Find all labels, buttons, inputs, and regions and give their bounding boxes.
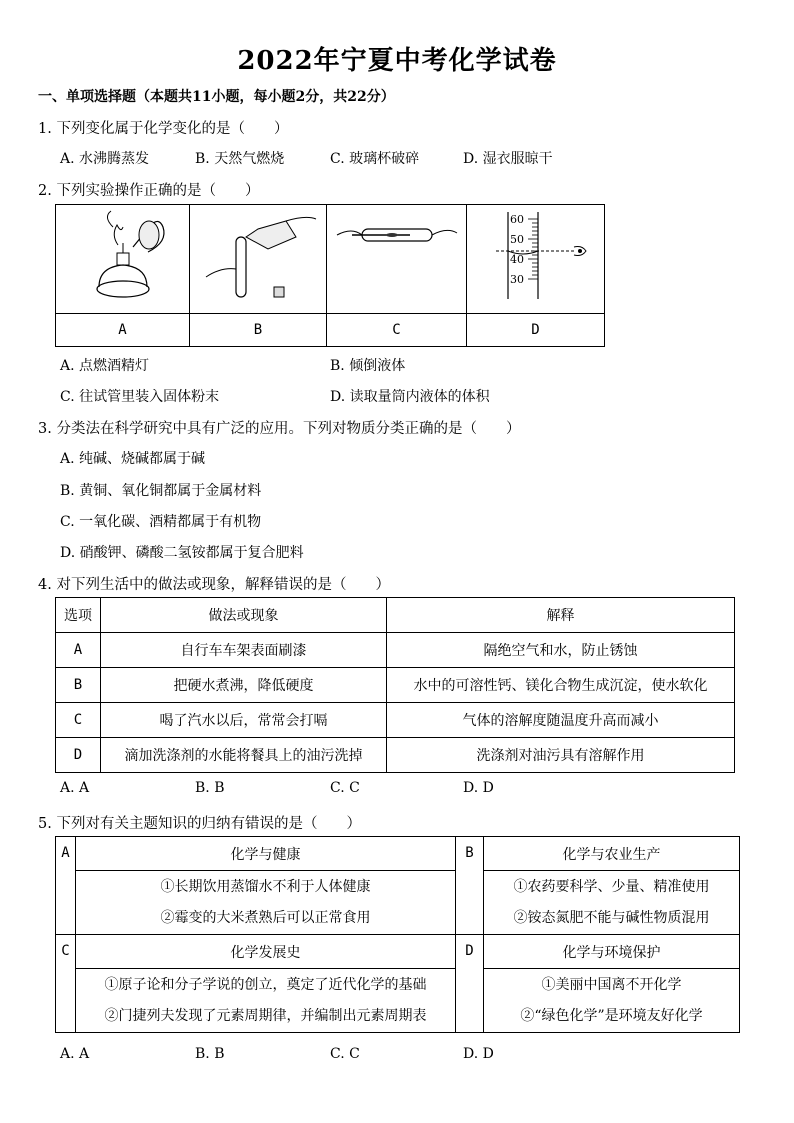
question-4-stem: 4. 对下列生活中的做法或现象，解释错误的是（ ） [38,577,390,593]
cylinder-tick-60: 60 [509,213,524,226]
page-title: 2022年宁夏中考化学试卷 [237,46,557,76]
q4-row-d-label: D [56,738,101,773]
q4-option-c: C. C [330,780,360,796]
q2-label-b: B [190,314,327,347]
q5-option-b: B. B [195,1046,225,1062]
q5-option-d: D. D [463,1046,494,1062]
q4-row-c-label: C [56,703,101,738]
q4-row-b-practice: 把硬水煮沸，降低硬度 [101,668,387,703]
q5-block-b-label: B [456,837,484,935]
q5-block-a-topic: 化学与健康 [76,837,456,871]
q5-block-c-item-2: ②门捷列夫发现了元素周期律，并编制出元素周期表 [104,1007,427,1024]
q2-label-d: D [467,314,605,347]
q5-block-b-item-1: ①农药要科学、少量、精准使用 [513,878,710,895]
question-2-stem: 2. 下列实验操作正确的是（ ） [38,183,260,199]
q5-block-b-item-2: ②铵态氮肥不能与碱性物质混用 [513,909,710,926]
table-row [56,633,735,668]
q4-table [55,597,735,773]
q5-block-c-item-1: ①原子论和分子学说的创立，奠定了近代化学的基础 [104,976,427,993]
pouring-liquid-icon [196,207,321,307]
q4-row-b-label: B [56,668,101,703]
q4-row-b-explanation: 水中的可溶性钙、镁化合物生成沉淀，使水软化 [387,668,735,703]
q2-image-table [55,204,605,347]
table-row [56,703,735,738]
q4-row-a-practice: 自行车车架表面刷漆 [101,633,387,668]
question-5-stem: 5. 下列对有关主题知识的归纳有错误的是（ ） [38,816,361,832]
q1-option-b: B. 天然气燃烧 [195,151,285,167]
q5-block-d-label: D [456,935,484,1033]
q4-row-d-explanation: 洗涤剂对油污具有溶解作用 [387,738,735,773]
section-heading: 一、单项选择题（本题共11小题，每小题2分，共22分） [38,89,395,105]
q5-block-b-items [484,871,740,935]
q4-option-b: B. B [195,780,225,796]
q5-option-c: C. C [330,1046,360,1062]
q5-block-a-item-2: ②霉变的大米煮熟后可以正常食用 [160,909,371,926]
q4-header-option: 选项 [56,598,101,633]
alcohol-lamp-icon [63,207,183,307]
q5-table [55,836,740,1033]
q2-option-c: C. 往试管里装入固体粉末 [60,389,220,405]
q2-figure-c [327,205,467,314]
q2-label-a: A [56,314,190,347]
q2-option-a: A. 点燃酒精灯 [60,358,150,374]
q2-figure-d [467,205,605,314]
q1-option-c: C. 玻璃杯破碎 [330,151,420,167]
q5-block-a-label: A [56,837,76,935]
question-3-stem: 3. 分类法在科学研究中具有广泛的应用。下列对物质分类正确的是（ ） [38,421,521,437]
table-row [56,668,735,703]
graduated-cylinder-icon [476,207,596,307]
q3-option-c: C. 一氧化碳、酒精都属于有机物 [60,514,262,530]
q3-option-d: D. 硝酸钾、磷酸二氢铵都属于复合肥料 [60,545,304,561]
q4-row-a-explanation: 隔绝空气和水，防止锈蚀 [387,633,735,668]
cylinder-tick-30: 30 [509,273,524,286]
q2-figure-b [190,205,327,314]
q4-header-explanation: 解释 [387,598,735,633]
q5-block-c-topic: 化学发展史 [76,935,456,969]
q3-option-a: A. 纯碱、烧碱都属于碱 [60,451,206,467]
q5-block-d-item-2: ②“绿色化学”是环境友好化学 [520,1007,703,1024]
q4-row-a-label: A [56,633,101,668]
question-1-stem: 1. 下列变化属于化学变化的是（ ） [38,121,289,137]
q5-block-b-topic: 化学与农业生产 [484,837,740,871]
q5-block-d-topic: 化学与环境保护 [484,935,740,969]
q4-option-a: A. A [60,780,90,796]
q4-row-c-explanation: 气体的溶解度随温度升高而减小 [387,703,735,738]
q5-block-d-item-1: ①美丽中国离不开化学 [541,976,682,993]
q2-option-b: B. 倾倒液体 [330,358,406,374]
q2-figure-a [56,205,190,314]
q4-option-d: D. D [463,780,494,796]
q1-option-d: D. 湿衣服晾干 [463,151,553,167]
q5-block-d-items [484,969,740,1033]
q5-option-a: A. A [60,1046,90,1062]
q4-row-d-practice: 滴加洗涤剂的水能将餐具上的油污洗掉 [101,738,387,773]
q4-row-c-practice: 喝了汽水以后，常常会打嗝 [101,703,387,738]
cylinder-tick-40: 40 [509,253,524,266]
q2-label-c: C [327,314,467,347]
q3-option-b: B. 黄铜、氧化铜都属于金属材料 [60,483,262,499]
cylinder-tick-50: 50 [509,233,524,246]
q5-block-c-label: C [56,935,76,1033]
q5-block-a-item-1: ①长期饮用蒸馏水不利于人体健康 [160,878,371,895]
q2-option-d: D. 读取量筒内液体的体积 [330,389,490,405]
table-row [56,738,735,773]
q4-header-practice: 做法或现象 [101,598,387,633]
q5-block-a-items [76,871,456,935]
q1-option-a: A. 水沸腾蒸发 [60,151,150,167]
test-tube-powder-icon [332,207,462,307]
q5-block-c-items [76,969,456,1033]
